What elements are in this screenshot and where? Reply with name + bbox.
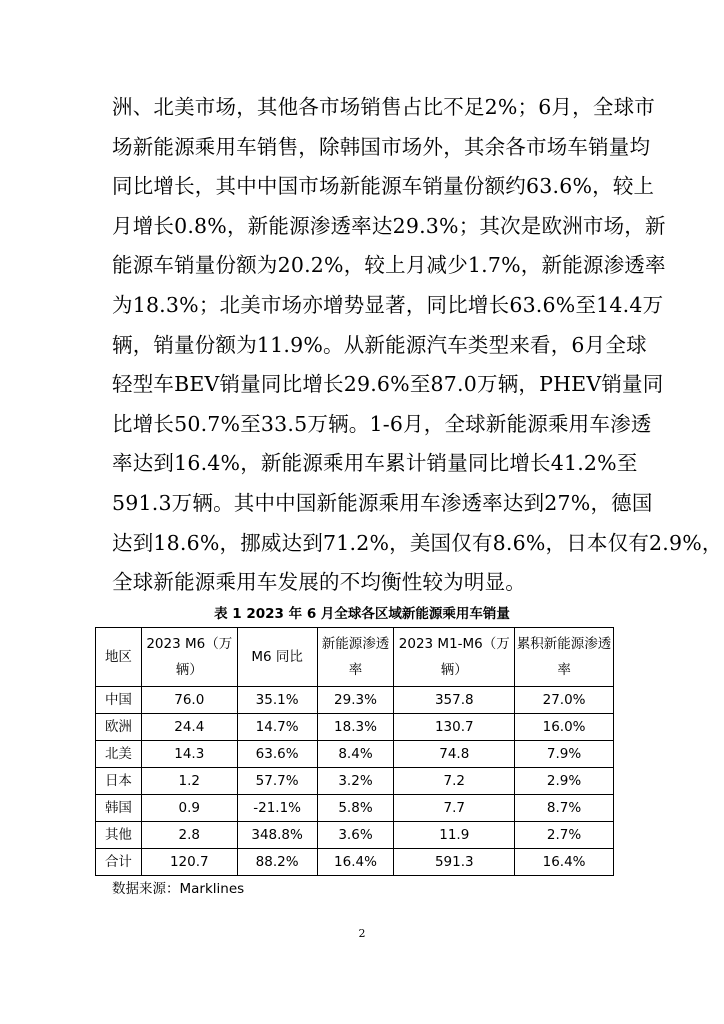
body-line: 轻型车BEV销量同比增长29.6%至87.0万辆，PHEV销量同 <box>112 372 664 397</box>
value-cell: 2.7% <box>515 822 614 849</box>
value-cell: 8.7% <box>515 795 614 822</box>
sales-table <box>95 627 614 876</box>
value-cell: 130.7 <box>394 714 515 741</box>
table-header-row <box>96 628 614 687</box>
body-line: 月增长0.8%，新能源渗透率达29.3%；其次是欧洲市场，新 <box>112 213 666 238</box>
value-cell: 3.2% <box>317 768 394 795</box>
header-m6-sales: 2023 M6（万辆） <box>141 628 237 687</box>
body-line: 洲、北美市场，其他各市场销售占比不足2%；6月，全球市 <box>112 95 655 119</box>
value-cell: 3.6% <box>317 822 394 849</box>
value-cell: 1.2 <box>141 768 237 795</box>
region-cell: 欧洲 <box>96 714 142 741</box>
region-cell: 日本 <box>96 768 142 795</box>
value-cell: 88.2% <box>237 849 317 876</box>
table-row <box>96 741 614 768</box>
value-cell: 16.4% <box>515 849 614 876</box>
data-source: 数据来源：Marklines <box>112 881 245 897</box>
body-line: 辆，销量份额为11.9%。从新能源汽车类型来看，6月全球 <box>112 332 647 357</box>
body-paragraph <box>112 88 723 603</box>
header-region: 地区 <box>96 628 142 687</box>
value-cell: 8.4% <box>317 741 394 768</box>
header-cumulative-penetration: 累积新能源渗透率 <box>515 628 614 687</box>
table-row <box>96 768 614 795</box>
table-row <box>96 822 614 849</box>
value-cell: 35.1% <box>237 687 317 714</box>
value-cell: 348.8% <box>237 822 317 849</box>
value-cell: 2.8 <box>141 822 237 849</box>
page-number: 2 <box>358 927 366 940</box>
value-cell: 120.7 <box>141 849 237 876</box>
body-line: 场新能源乘用车销售，除韩国市场外，其余各市场车销量均 <box>112 134 651 159</box>
table-row <box>96 795 614 822</box>
value-cell: 7.9% <box>515 741 614 768</box>
body-line: 率达到16.4%，新能源乘用车累计销量同比增长41.2%至 <box>112 451 638 476</box>
body-line: 达到18.6%，挪威达到71.2%，美国仅有8.6%，日本仅有2.9%， <box>112 530 723 555</box>
value-cell: 63.6% <box>237 741 317 768</box>
value-cell: -21.1% <box>237 795 317 822</box>
value-cell: 7.2 <box>394 768 515 795</box>
value-cell: 24.4 <box>141 714 237 741</box>
region-cell: 其他 <box>96 822 142 849</box>
value-cell: 591.3 <box>394 849 515 876</box>
value-cell: 7.7 <box>394 795 515 822</box>
value-cell: 16.0% <box>515 714 614 741</box>
body-line: 比增长50.7%至33.5万辆。1-6月，全球新能源乘用车渗透 <box>112 411 652 436</box>
value-cell: 0.9 <box>141 795 237 822</box>
body-line: 能源车销量份额为20.2%，较上月减少1.7%，新能源渗透率 <box>112 253 666 278</box>
value-cell: 57.7% <box>237 768 317 795</box>
body-line: 591.3万辆。其中中国新能源乘用车渗透率达到27%，德国 <box>112 490 653 515</box>
region-cell: 中国 <box>96 687 142 714</box>
table-row <box>96 849 614 876</box>
body-line: 为18.3%；北美市场亦增势显著，同比增长63.6%至14.4万 <box>112 292 664 317</box>
value-cell: 14.3 <box>141 741 237 768</box>
value-cell: 76.0 <box>141 687 237 714</box>
value-cell: 27.0% <box>515 687 614 714</box>
table-caption: 表 1 2023 年 6 月全球各区域新能源乘用车销量 <box>214 606 510 622</box>
table-row <box>96 687 614 714</box>
body-line: 同比增长，其中中国市场新能源车销量份额约63.6%，较上 <box>112 174 655 199</box>
header-m6-yoy: M6 同比 <box>237 628 317 687</box>
body-line-last: 全球新能源乘用车发展的不均衡性较为明显。 <box>112 570 526 595</box>
table-row <box>96 714 614 741</box>
value-cell: 2.9% <box>515 768 614 795</box>
value-cell: 18.3% <box>317 714 394 741</box>
region-cell: 北美 <box>96 741 142 768</box>
value-cell: 5.8% <box>317 795 394 822</box>
header-penetration: 新能源渗透率 <box>317 628 394 687</box>
region-cell: 韩国 <box>96 795 142 822</box>
header-m1-m6-sales: 2023 M1-M6（万辆） <box>394 628 515 687</box>
value-cell: 357.8 <box>394 687 515 714</box>
value-cell: 14.7% <box>237 714 317 741</box>
value-cell: 11.9 <box>394 822 515 849</box>
region-cell: 合计 <box>96 849 142 876</box>
value-cell: 16.4% <box>317 849 394 876</box>
value-cell: 74.8 <box>394 741 515 768</box>
value-cell: 29.3% <box>317 687 394 714</box>
